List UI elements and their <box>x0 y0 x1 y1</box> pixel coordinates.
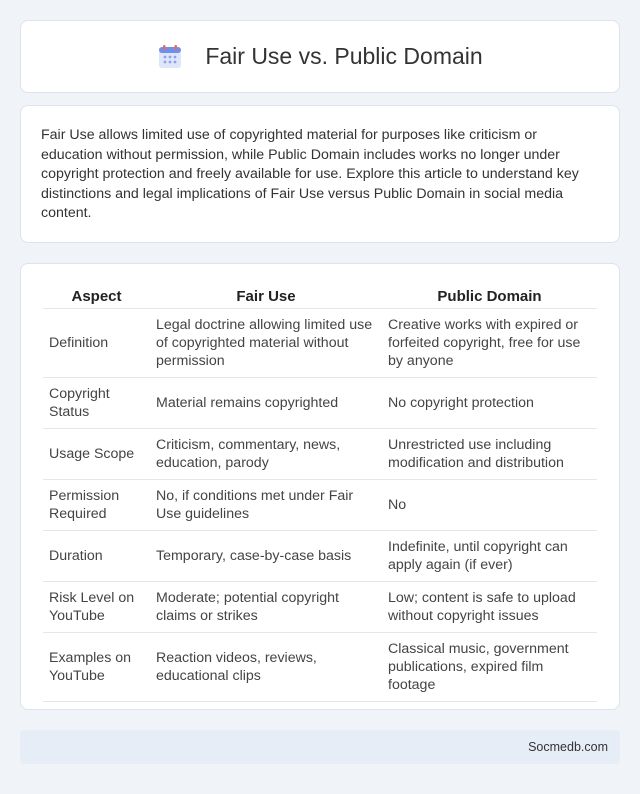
calendar-icon <box>157 44 183 70</box>
cell-public-domain: Low; content is safe to upload without copyright issues <box>382 582 597 633</box>
header-public-domain: Public Domain <box>382 284 597 309</box>
table-row <box>43 480 597 531</box>
cell-fair-use: Moderate; potential copyright claims or strikes <box>150 582 382 633</box>
table-row <box>43 378 597 429</box>
title-card <box>20 20 620 93</box>
intro-text: Fair Use allows limited use of copyrighted material for purposes like criticism or education without permission, while Public Domain includes works no longer under copyright protection and freely available for use. Explore this article to understand key distinctions and legal implications of Fair Use versus Public Domain in social media content. <box>41 127 579 221</box>
cell-fair-use: Criticism, commentary, news, education, parody <box>150 429 382 480</box>
table-row <box>43 429 597 480</box>
table-row <box>43 582 597 633</box>
comparison-table <box>43 284 597 702</box>
footer <box>20 730 620 764</box>
table-header-row <box>43 284 597 309</box>
cell-fair-use: Legal doctrine allowing limited use of copyrighted material without permission <box>150 309 382 378</box>
cell-fair-use: Temporary, case-by-case basis <box>150 531 382 582</box>
footer-site-link[interactable]: Socmedb.com <box>528 740 608 754</box>
cell-public-domain: Unrestricted use including modification and distribution <box>382 429 597 480</box>
intro-card <box>20 105 620 243</box>
table-row <box>43 531 597 582</box>
cell-public-domain: No <box>382 480 597 531</box>
cell-aspect: Permission Required <box>43 480 150 531</box>
cell-public-domain: Classical music, government publications, expired film footage <box>382 633 597 702</box>
cell-fair-use: Reaction videos, reviews, educational clips <box>150 633 382 702</box>
header-fair-use: Fair Use <box>150 284 382 309</box>
cell-aspect: Copyright Status <box>43 378 150 429</box>
cell-public-domain: Creative works with expired or forfeited copyright, free for use by anyone <box>382 309 597 378</box>
comparison-card <box>20 263 620 710</box>
table-row <box>43 309 597 378</box>
cell-aspect: Usage Scope <box>43 429 150 480</box>
cell-aspect: Examples on YouTube <box>43 633 150 702</box>
page-title: Fair Use vs. Public Domain <box>205 43 483 69</box>
cell-fair-use: Material remains copyrighted <box>150 378 382 429</box>
cell-fair-use: No, if conditions met under Fair Use guidelines <box>150 480 382 531</box>
cell-aspect: Risk Level on YouTube <box>43 582 150 633</box>
cell-public-domain: Indefinite, until copyright can apply again (if ever) <box>382 531 597 582</box>
cell-aspect: Duration <box>43 531 150 582</box>
table-row <box>43 633 597 702</box>
header-aspect: Aspect <box>43 284 150 309</box>
cell-public-domain: No copyright protection <box>382 378 597 429</box>
cell-aspect: Definition <box>43 309 150 378</box>
